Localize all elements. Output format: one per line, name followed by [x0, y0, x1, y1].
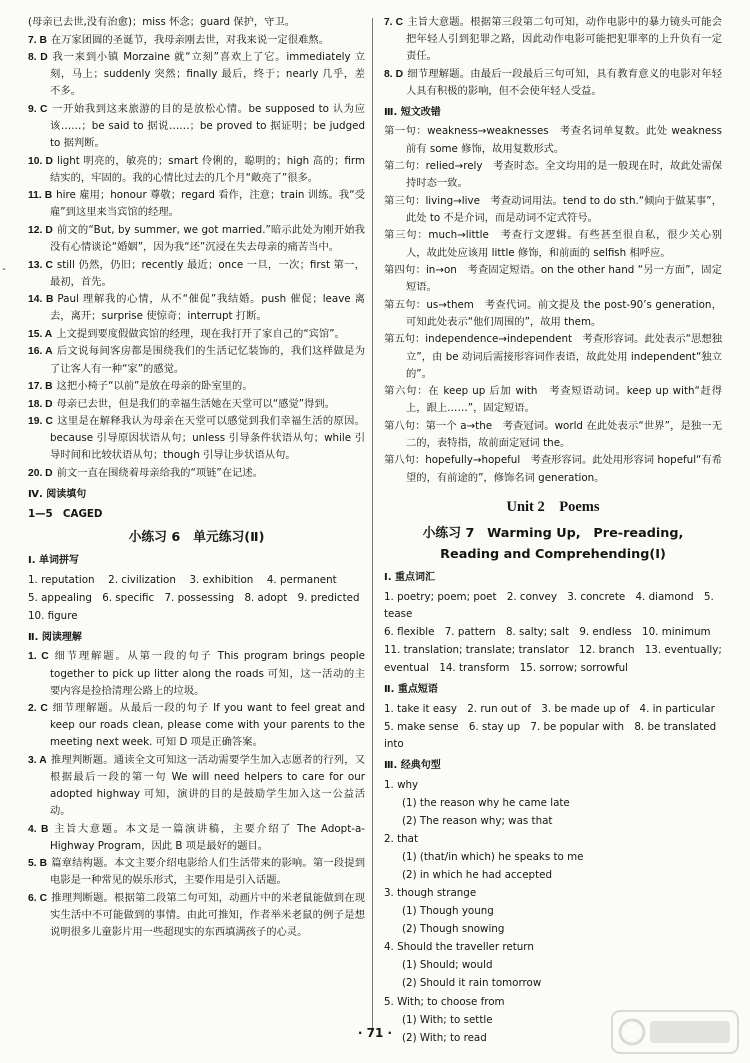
item-text: Paul 理解我的心情，从不“催促”我结婚。push 催促；leave 离去，离开；surprise 使惊奇；interrupt 打断。 [50, 293, 365, 323]
phrase-line: 1. take it easy 2. run out of 3. be made up of 4. in particular [384, 702, 715, 715]
error-correction-list [384, 123, 722, 486]
correction-item: 第八句：第一个 a→the 考查冠词。world 在此处表示“世界”，是独一无二的，表特指，故前面定冠词 the。 [384, 419, 722, 449]
item-text: 前文的“But, by summer, we got married.”暗示此处为刚开始我没有心情谈论“婚姻”，因为我“还”沉浸在失去母亲的痛苦当中。 [50, 223, 365, 254]
item-number: 18. D [28, 398, 53, 410]
item-number: 7. B [28, 34, 47, 46]
item-number: 8. D [384, 68, 404, 80]
vocab-section-title: Ⅰ. 重点词汇 [384, 572, 436, 584]
item-number: 19. C [28, 416, 53, 428]
word-spelling-list [28, 572, 365, 625]
section-ii-title: Ⅱ. 阅读理解 [28, 631, 82, 643]
word-line: 5. appealing 6. specific 7. possessing 8. adopt 9. predicted [28, 591, 360, 604]
correction-item: 第六句：在 keep up 后加 with 考查短语动词。keep up with“赶得上，跟上……”，固定短语。 [384, 385, 722, 415]
page-number: · 71 · [357, 1026, 393, 1040]
correction-item: 第五句：independence→independent 考查形容词。此处表示“思想独立”，由 be 动词后需接形容词作表语，故此处用 independent“独立的”。 [384, 333, 722, 380]
column-divider [372, 18, 373, 1030]
item-number: 7. C [384, 17, 404, 28]
reading-answer-list-continued [384, 14, 722, 100]
answer-item [28, 855, 365, 889]
correction-item: 第一句：weakness→weaknesses 考查名词单复数。此处 weakness 前有 some 修饰，故用复数形式。 [384, 125, 722, 155]
margin-mark: - [2, 262, 6, 275]
sentence-item: 2. that [384, 832, 419, 845]
item-text: 细节理解题。从最后一段的句子 If you want to feel great and keep our roads clean, please come with your parents to the meeting next week. 可知 D 项是正确答案。 [50, 702, 365, 749]
item-text: hire 雇用；honour 尊敬；regard 看作，注意；train 训练。我“受雇”到这里来当宾馆的经理。 [50, 189, 366, 219]
word-line: 10. figure [28, 609, 78, 622]
cloze-answer-list [28, 14, 365, 482]
section-iii-title: Ⅲ. 短文改错 [384, 106, 441, 118]
answer-item [28, 32, 365, 49]
correction-item: 第三句：living→live 考查动词用法。tend to do sth.“倾向于做某事”，此处 to 不是介词，而是动词不定式符号。 [384, 194, 722, 224]
item-text: 主旨大意题。本文是一篇演讲稿，主要介绍了 The Adopt-a-Highway Program，因此 B 项是最好的题目。 [50, 822, 365, 852]
item-text: (母亲已去世,没有治愈)；miss 怀念；guard 保护，守卫。 [28, 16, 296, 28]
item-text: 主旨大意题。根据第三段第二句可知，动作电影中的暴力镜头可能会把年轻人引到犯罪之路，因此动作电影可能把犯罪率的上升负有一定责任。 [406, 16, 723, 63]
item-text: 细节理解题。从第一段的句子 This program brings people together to pick up litter along the roads 可知，这一活动的主要内容是捡拾清理公路上的垃圾。 [50, 650, 366, 697]
item-number: 15. A [28, 328, 53, 340]
answer-item [28, 396, 365, 413]
item-number: 17. B [28, 381, 53, 393]
phrase-line: 5. make sense 6. stay up 7. be popular with 8. be translated into [384, 720, 717, 750]
answer-item [28, 14, 365, 31]
correction-item: 第八句：hopefully→hopeful 考查形容词。此处用形容词 hopeful“有希望的，有前途的”，修饰名词 generation。 [384, 454, 722, 484]
item-number: 2. C [28, 703, 48, 715]
sentence-item: 4. Should the traveller return [384, 941, 534, 954]
item-text: 推理判断题。根据第二段第二句可知，动画片中的米老鼠能做到在现实生活中不可能做到的事情。由此可推知，作者举米老鼠的例子是想说明很多儿童影片用一些超现实的东西填满孩子的心灵。 [50, 892, 366, 939]
answer-item [28, 257, 365, 291]
answer-item [28, 378, 365, 395]
section-iv-answer: 1—5 CAGED [28, 507, 103, 520]
sentence-subitem: (1) With; to settle [402, 1013, 493, 1026]
sentence-subitem: (1) Though young [402, 905, 494, 918]
answer-item [28, 890, 365, 941]
vocab-line: 6. flexible 7. pattern 8. salty; salt 9. endless 10. minimum [384, 625, 711, 638]
watermark-graphic [610, 1007, 740, 1057]
answer-item [28, 49, 365, 100]
right-column [384, 14, 722, 1048]
answer-item [28, 326, 365, 343]
answer-item [28, 187, 365, 221]
unit-title: Unit 2 Poems [506, 498, 600, 515]
left-column [28, 14, 365, 942]
item-text: 这把小椅子“以前”是放在母亲的卧室里的。 [56, 380, 253, 393]
correction-item: 第五句：us→them 考查代词。前文提及 the post-90’s generation，可知此处表示“他们周围的”，故用 them。 [384, 298, 722, 328]
answer-item [384, 66, 722, 100]
sentence-subitem: (1) Should; would [402, 959, 493, 972]
item-text: still 仍然，仍旧；recently 最近；once 一旦，一次；first 第一，最初，首先。 [50, 258, 365, 288]
sentence-subitem: (2) in which he had accepted [402, 868, 552, 881]
answer-item [384, 14, 722, 65]
item-text: 推理判断题。通读全文可知这一活动需要学生加入志愿者的行列，又根据最后一段的第一句 We will need helpers to care for our adopted highway 可知，演讲的目的是鼓励学生加入这一公益活动。 [50, 753, 365, 818]
section-iv-title: Ⅳ. 阅读填句 [28, 489, 87, 501]
item-number: 20. D [28, 468, 53, 480]
item-text: 母亲已去世，但是我们的幸福生活她在天堂可以“感觉”得到。 [56, 397, 336, 410]
vocab-line: eventual 14. transform 15. sorrow; sorrowful [384, 662, 629, 675]
sentence-subitem: (2) The reason why; was that [402, 814, 553, 827]
item-text: 这里是在解释我认为母亲在天堂可以感觉到我们幸福生活的原因。because 引导原因状语从句；unless 引导条件状语从句；while 引导时间和比较状语从句；though 引导让步状语从句。 [50, 415, 365, 462]
exercise-7-title-line2: Reading and Comprehending(Ⅰ) [440, 546, 666, 562]
item-number: 14. B [28, 294, 54, 306]
watermark-logo [610, 1007, 740, 1057]
item-number: 6. C [28, 893, 48, 905]
answer-item [28, 752, 365, 820]
sentence-subitem: (1) (that/in which) he speaks to me [402, 850, 584, 863]
word-line: 1. reputation 2. civilization 3. exhibition 4. permanent [28, 573, 337, 586]
item-text: 前文一直在围绕着母亲给我的“项链”在记述。 [56, 467, 263, 480]
correction-item: 第二句：relied→rely 考查时态。全文均用的是一般现在时，故此处需保持时态一致。 [384, 160, 722, 190]
sentence-item: 1. why [384, 778, 419, 791]
phrase-list [384, 701, 722, 753]
answer-item [28, 222, 365, 256]
answer-item [28, 821, 365, 855]
answer-item [28, 465, 365, 482]
answer-item [28, 101, 365, 152]
sentence-item: 3. though strange [384, 887, 477, 900]
item-text: light 明亮的，敏亮的；smart 伶俐的，聪明的；high 高的；firm 结实的，牢固的。我的心情比过去的几个月“敞亮了”很多。 [50, 154, 365, 184]
vocab-line: 11. translation; translate; translator 12. branch 13. eventually; [384, 643, 722, 656]
exercise-6-title: 小练习 6 单元练习(Ⅱ) [128, 529, 265, 545]
answer-item [28, 343, 365, 377]
sentence-subitem: (2) With; to read [402, 1031, 487, 1044]
phrase-section-title: Ⅱ. 重点短语 [384, 684, 438, 696]
item-number: 13. C [28, 259, 53, 271]
item-text: 我一来到小镇 Morzaine 就“立刻”喜欢上了它。immediately 立刻，马上；suddenly 突然；finally 最后，终于；nearly 几乎，差不多。 [50, 51, 365, 98]
item-text: 在万家团圆的圣诞节，我母亲刚去世，对我来说一定很难熬。 [50, 33, 329, 46]
item-number: 3. A [28, 754, 47, 766]
answer-item [28, 700, 365, 751]
reading-answer-list [28, 648, 365, 941]
correction-item: 第四句：in→on 考查固定短语。on the other hand “另一方面”，固定短语。 [384, 264, 722, 294]
item-number: 12. D [28, 224, 53, 236]
item-text: 后文说每间客房都是围绕我们的生活记忆装饰的，我们这样做是为了让客人有一种“家”的感觉。 [50, 345, 366, 375]
sentence-subitem: (2) Should it rain tomorrow [402, 977, 542, 990]
sentence-section-title: Ⅲ. 经典句型 [384, 759, 441, 771]
sentence-item: 5. With; to choose from [384, 995, 505, 1008]
item-text: 一开始我到这来旅游的目的是放松心情。be supposed to 认为应该……；be said to 据说……；be proved to 据证明；be judged to 据判断。 [50, 102, 365, 150]
sentence-subitem: (1) the reason why he came late [402, 796, 570, 809]
answer-item [28, 153, 365, 187]
section-i-title: Ⅰ. 单词拼写 [28, 555, 80, 567]
answer-item [28, 291, 365, 325]
item-text: 上文提到要度假做宾馆的经理，现在我打开了家自己的“宾馆”。 [56, 327, 345, 340]
exercise-7-title-line1: 小练习 7 Warming Up, Pre-reading, [422, 525, 684, 541]
answer-item [28, 648, 365, 699]
item-number: 16. A [28, 346, 53, 358]
item-number: 9. C [28, 103, 48, 115]
sentence-subitem: (2) Though snowing [402, 923, 505, 936]
vocab-line: 1. poetry; poem; poet 2. convey 3. concrete 4. diamond 5. tease [384, 590, 714, 620]
item-number: 5. B [28, 858, 48, 870]
correction-item: 第三句：much→little 考查行文逻辑。有些甚至很自私，很少关心别人，故此处应该用 little 修饰，和前面的 selfish 相呼应。 [384, 229, 722, 259]
item-number: 11. B [28, 190, 53, 202]
item-text: 细节理解题。由最后一段最后三句可知，具有教育意义的电影对年轻人具有积极的影响，但不会使年轻人受益。 [406, 67, 723, 97]
item-number: 4. B [28, 823, 49, 835]
answer-item [28, 413, 365, 464]
item-number: 8. D [28, 52, 48, 64]
vocab-list [384, 589, 722, 677]
item-number: 10. D [28, 155, 53, 167]
item-text: 篇章结构题。本文主要介绍电影给人们生活带来的影响。第一段提到电影是一种常见的娱乐形式，主要作用是引入话题。 [50, 857, 366, 887]
item-number: 1. C [28, 651, 49, 663]
